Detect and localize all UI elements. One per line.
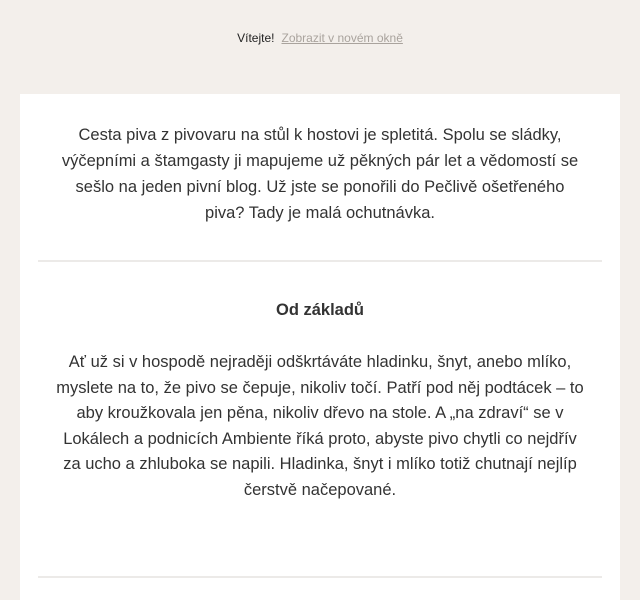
section-title: Od základů (275, 301, 365, 319)
intro-paragraph: Cesta piva z pivovaru na stůl k hostovi je spletitá. Spolu se sládky, výčepními a štamgasty ji mapujeme už pěkných pár let a vědomostí se sešlo na jeden pivní blog. Už jste se ponořili do Pečlivě ošetřeného piva? Tady je malá ochutnávka. (61, 126, 579, 222)
divider (38, 260, 602, 262)
divider (38, 576, 602, 578)
email-content-card (20, 94, 620, 600)
section-paragraph: Ať už si v hospodě nejraději odškrtáváte hladinku, šnyt, anebo mlíko, myslete na to, že pivo se čepuje, nikoliv točí. Patří pod něj podtácek – to aby kroužkovala jen pěna, nikoliv dřevo na stole. A „na zdraví“ se v Lokálech a podnicích Ambiente říká proto, abyste pivo chytli co nejdřív za ucho a zhluboka se napili. Hladinka, šnyt i mlíko totiž chutnají nejlíp čerstvě načepované. (56, 353, 584, 499)
preheader-bar (0, 0, 640, 76)
view-in-browser-link[interactable]: Zobrazit v novém okně (281, 31, 403, 45)
greeting-text: Vítejte! (237, 31, 275, 45)
